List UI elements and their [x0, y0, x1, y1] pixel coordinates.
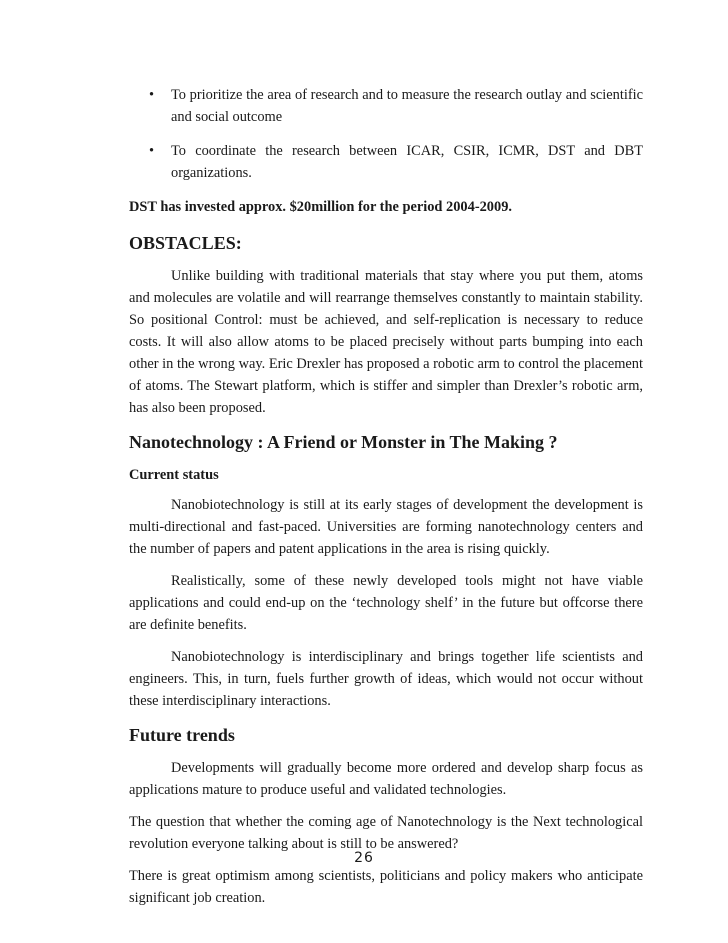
bullet-list: [129, 84, 643, 184]
bullet-item: [129, 140, 643, 184]
page-content: [129, 84, 643, 919]
future-paragraph: The question that whether the coming age of Nanotechnology is the Next technological revolution everyone talking about is still to be answered?: [129, 814, 643, 852]
future-paragraph: Developments will gradually become more ordered and develop sharp focus as applications mature to produce useful and validated technologies.: [129, 760, 643, 798]
current-status-heading: Current status: [129, 467, 219, 483]
future-paragraph: There is great optimism among scientists, politicians and policy makers who anticipate significant job creation.: [129, 868, 643, 906]
bullet-item: [129, 84, 643, 128]
obstacles-paragraph: Unlike building with traditional materials that stay where you put them, atoms and molecules are volatile and will rearrange themselves constantly to maintain stability. So positional Control: must be achieved, and self-replication is necessary to reduce costs. It will also allow atoms to be placed precisely without parts bumping into each other in the wrong way. Eric Drexler has proposed a robotic arm to control the placement of atoms. The Stewart platform, which is stiffer and simpler than Drexler’s robotic arm, has also been proposed.: [129, 268, 643, 416]
status-paragraph: Nanobiotechnology is still at its early stages of development the development is multi-directional and fast-paced. Universities are forming nanotechnology centers and the number of papers and patent applications in the area is rising quickly.: [129, 497, 643, 557]
nano-heading: Nanotechnology : A Friend or Monster in The Making ?: [129, 432, 558, 452]
status-paragraph: Nanobiotechnology is interdisciplinary and brings together life scientists and engineers. This, in turn, fuels further growth of ideas, which would not occur without these interdisciplinary interactions.: [129, 649, 643, 709]
bullet-icon: •: [149, 143, 155, 159]
bullet-icon: •: [149, 87, 155, 103]
obstacles-heading: OBSTACLES:: [129, 233, 242, 253]
investment-note: DST has invested approx. $20million for the period 2004-2009.: [129, 199, 512, 215]
bullet-text: To prioritize the area of research and to measure the research outlay and scientific and social outcome: [171, 87, 643, 125]
page-number: 26: [354, 850, 374, 866]
bullet-text: To coordinate the research between ICAR, CSIR, ICMR, DST and DBT organizations.: [171, 143, 643, 181]
future-trends-heading: Future trends: [129, 725, 235, 745]
status-paragraph: Realistically, some of these newly developed tools might not have viable applications and could end-up on the ‘technology shelf’ in the future but offcorse there are definite benefits.: [129, 573, 643, 633]
